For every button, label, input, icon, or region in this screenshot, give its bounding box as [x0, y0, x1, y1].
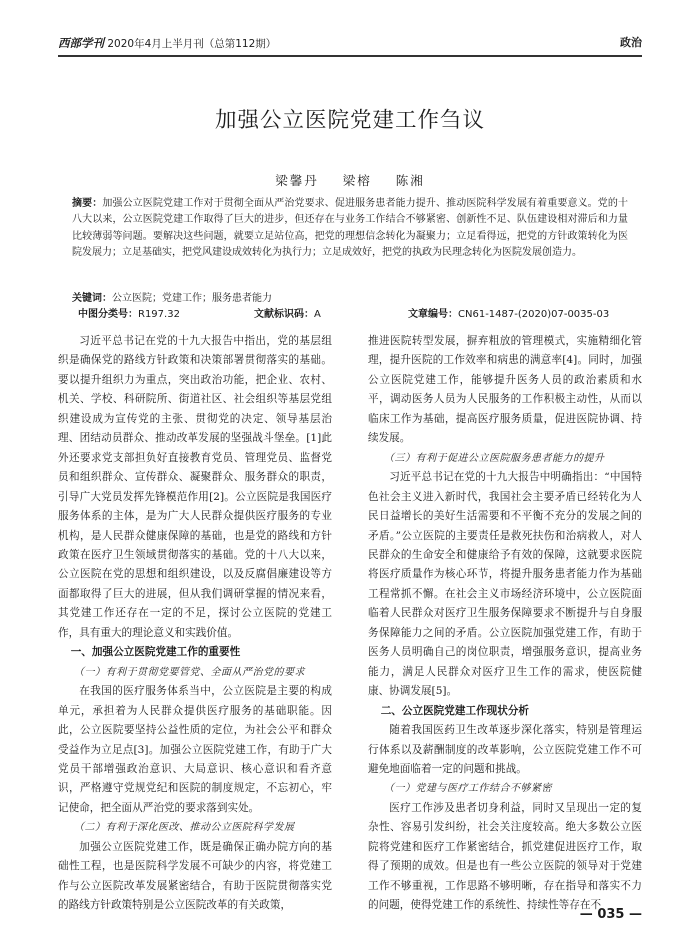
clc-label: 中图分类号： — [78, 309, 138, 320]
subsection-heading: （一）党建与医疗工作结合不够紧密 — [384, 783, 552, 795]
body-paragraph: 随着我国医药卫生改革逐步深化落实，特别是管理运行体系以及薪酬制度的改革影响，公立医院党建工作不可避免地面临着一定的问题和挑战。 — [368, 724, 642, 775]
document-code — [254, 307, 321, 323]
author-name: 梁馨丹 — [275, 173, 319, 188]
subsection-heading: （三）有利于促进公立医院服务患者能力的提升 — [384, 452, 605, 464]
body-paragraph: 加强公立医院党建工作，既是确保正确办院方向的基础性工程，也是医院科学发展不可缺少的内容，将党建工作与公立医院改革发展紧密结合，有助于医院贯彻落实党的路线方针政策特别是公立医院改革的有关政策， — [58, 840, 332, 912]
abstract-text: 加强公立医院党建工作对于贯彻全面从严治党要求、促进服务患者能力提升、推动医院科学发展有着重要意义。党的十八大以来，公立医院党建工作取得了巨大的进步，但还存在与业务工作结合不够紧密、创新性不足、队伍建设相对滞后和力量比较薄弱等问题。要解决这些问题，就要立足站位高，把党的理想信念转化为凝聚力；立足看得远，把党的方针政策转化为医院发展力；立足基础实，把党风建设成效转化为执行力；立足成效好，把党的执政为民理念转化为医院发展创造力。 — [72, 198, 629, 258]
keywords-text: 公立医院；党建工作；服务患者能力 — [112, 293, 272, 304]
page-number: — 035 — — [579, 907, 642, 922]
keywords — [72, 291, 628, 307]
section-heading: 二、公立医院党建工作现状分析 — [380, 704, 530, 717]
clc-number — [78, 307, 180, 323]
journal-issue: 2020年4月上半月刊（总第112期） — [107, 38, 277, 50]
author-list — [0, 172, 700, 190]
keywords-label: 关键词： — [72, 293, 112, 304]
body-column-left — [58, 332, 332, 912]
article-title: 加强公立医院党建工作刍议 — [214, 108, 485, 133]
body-paragraph: 习近平总书记在党的十九大报告中指出，党的基层组织是确保党的路线方针政策和决策部署贯彻落实的基础。要以提升组织力为重点，突出政治功能，把企业、农村、机关、学校、科研院所、街道社区、社会组织等基层党组织建设成为宣传党的主张、贯彻党的决定、领导基层治理、团结动员群众、推动改革发展的坚强战斗堡垒。[1]此外还要求党支部担负好直接教育党员、管理党员、监督党员和组织群众、宣传群众、凝聚群众、服务群众的职责，引导广大党员发挥先锋模范作用[2]。公立医院是我国医疗服务体系的主体，是为广大人民群众提供医疗服务的专业机构，是人民群众健康保障的基础，也是党的路线和方针政策在医疗卫生领域贯彻落实的基础。党的十八大以来，公立医院在党的思想和组织建设，以及反腐倡廉建设等方面都取得了巨大的进展，但从我们调研掌握的情况来看，其党建工作还存在一定的不足，探讨公立医院的党建工作，具有重大的理论意义和实践价值。 — [58, 335, 332, 639]
body-paragraph: 习近平总书记在党的十九大报告中明确指出：“中国特色社会主义进入新时代，我国社会主要矛盾已经转化为人民日益增长的美好生活需要和不平衡不充分的发展之间的矛盾。”公立医院的主要责任是救死扶伤和治病救人，对人民群众的生命安全和健康给予有效的保障，这就要求医院将医疗质量作为核心环节，将提升服务患者能力作为基础工程常抓不懈。在社会主义市场经济环境中，公立医院面临着人民群众对医疗卫生服务保障要求不断提升与自身服务保障能力之间的矛盾。公立医院加强党建工作，有助于医务人员明确自己的岗位职责，增强服务意识，提高业务能力，满足人民群众对医疗卫生工作的需求，使医院健康、协调发展[5]。 — [368, 471, 642, 698]
clc-value: R197.32 — [138, 309, 180, 320]
document-code-value: A — [314, 309, 321, 320]
header-journal-info — [58, 34, 276, 53]
article-number — [408, 307, 609, 323]
section-label: 政治 — [620, 36, 642, 49]
article-number-label: 文章编号： — [408, 309, 458, 320]
classification-row — [72, 307, 628, 323]
document-code-label: 文献标识码： — [254, 309, 314, 320]
running-header — [58, 34, 642, 52]
body-paragraph: 在我国的医疗服务体系当中，公立医院是主要的构成单元，承担着为人民群众提供医疗服务的基础职能。因此，公立医院要坚持公益性质的定位，为社会公平和群众受益作为立足点[3]。加强公立医院党建工作，有助于广大党员干部增强政治意识、大局意识、核心意识和看齐意识，严格遵守党规党纪和医院的制度规定，不忘初心，牢记使命，把全面从严治党的要求落到实处。 — [58, 685, 332, 814]
article-number-value: CN61-1487-(2020)07-0035-03 — [458, 309, 610, 320]
author-name: 陈湘 — [395, 173, 425, 188]
body-paragraph: 医疗工作涉及患者切身利益，同时又呈现出一定的复杂性、容易引发纠纷，社会关注度较高。绝大多数公立医院将党建和医疗工作紧密结合，抓党建促进医疗工作，取得了预期的成效。但是也有一些公立医院的领导对于党建工作不够重视，工作思路不够明晰，存在指导和落实不力的问题，使得党建工作的系统性、持续性等存在不 — [368, 801, 642, 912]
body-paragraph-continued: 推进医院转型发展，摒弃粗放的管理模式，实施精细化管理，提升医院的工作效率和病患的满意率[4]。同时，加强公立医院党建工作，能够提升医务人员的政治素质和水平，调动医务人员为人民服务的工作积极主动性，从而以临床工作为基础，提高医疗服务质量，促进医院协调、持续发展。 — [368, 335, 642, 445]
abstract — [72, 196, 628, 261]
subsection-heading: （二）有利于深化医改、推动公立医院科学发展 — [74, 822, 295, 834]
header-divider — [58, 55, 642, 57]
author-name: 梁榕 — [342, 173, 372, 188]
subsection-heading: （一）有利于贯彻党要管党、全面从严治党的要求 — [74, 666, 305, 678]
section-heading: 一、加强公立医院党建工作的重要性 — [70, 646, 241, 659]
journal-name: 西部学刊 — [58, 36, 104, 50]
body-column-right — [368, 332, 642, 912]
abstract-label: 摘要： — [72, 198, 103, 209]
